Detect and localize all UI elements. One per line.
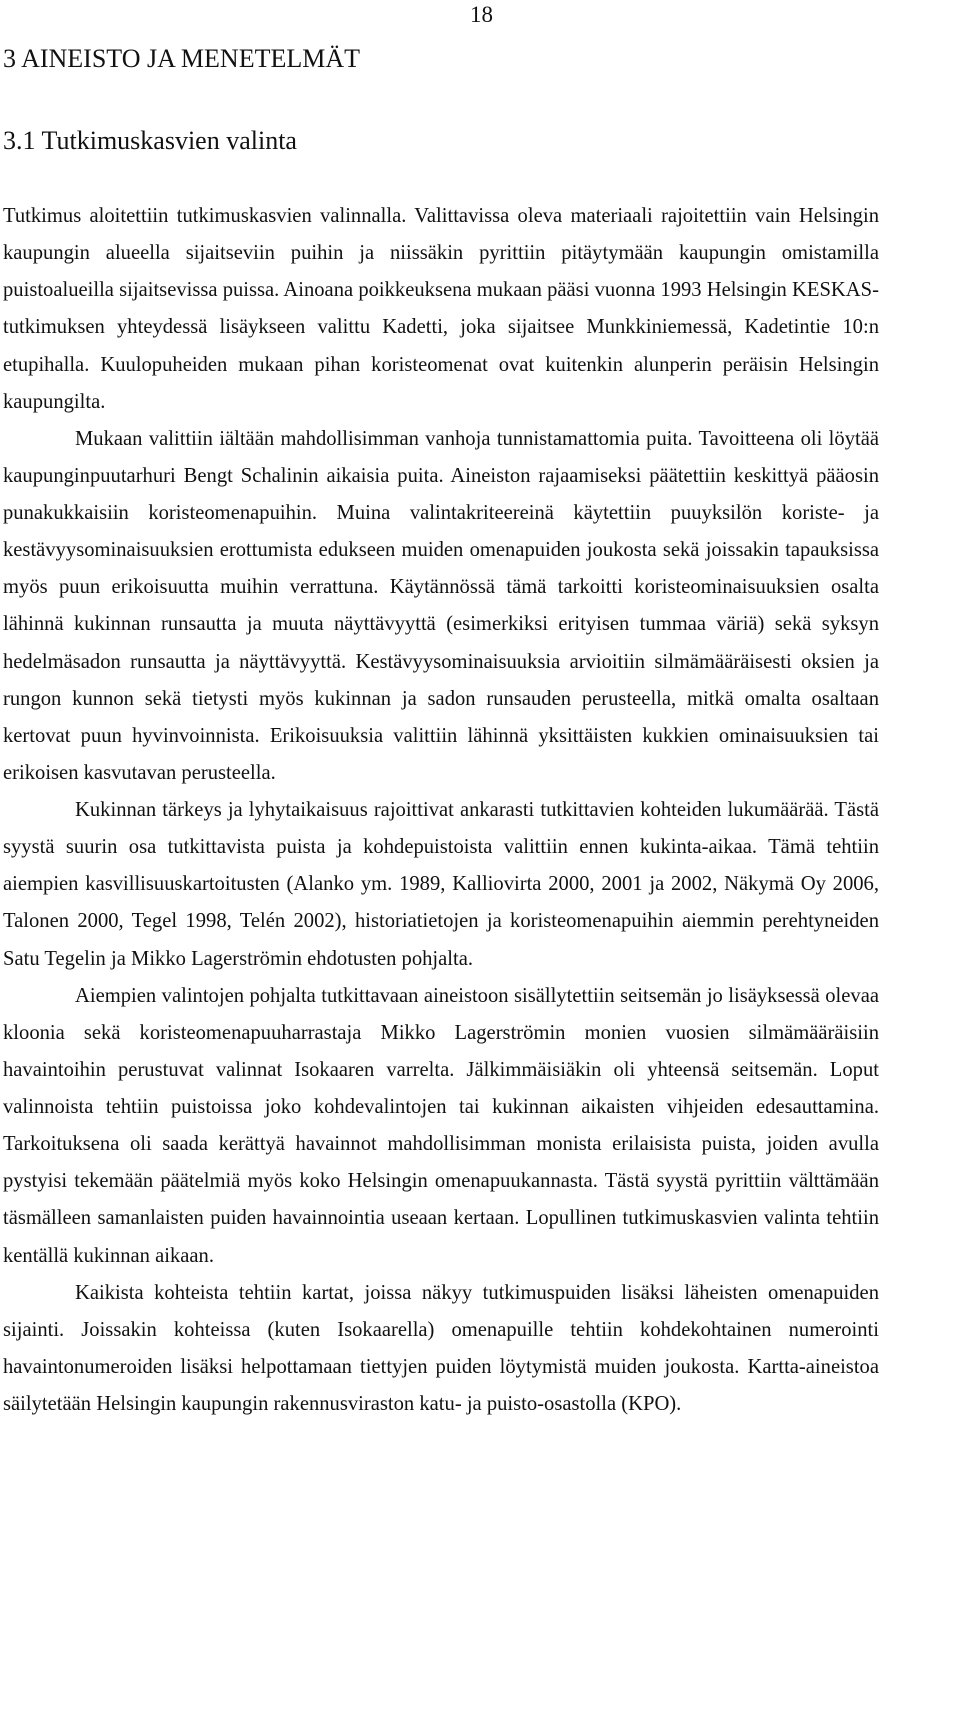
body-text bbox=[3, 198, 879, 1423]
section-heading: 3.1 Tutkimuskasvien valinta bbox=[3, 126, 297, 155]
paragraph-5: Kaikista kohteista tehtiin kartat, joissa näkyy tutkimuspuiden lisäksi läheisten omenapuiden sijainti. Joissakin kohteissa (kuten Isokaarella) omenapuille tehtiin kohdekohtainen numerointi havaintonumeroiden lisäksi helpottamaan tiettyjen puiden löytymistä muiden joukosta. Kartta-aineistoa säilytetään Helsingin kaupungin rakennusviraston katu- ja puisto-osastolla (KPO). bbox=[3, 1281, 879, 1415]
paragraph-3: Kukinnan tärkeys ja lyhytaikaisuus rajoittivat ankarasti tutkittavien kohteiden lukumäärää. Tästä syystä suurin osa tutkittavista puista ja kohdepuistoista valittiin ennen kukinta-aikaa. Tämä tehtiin aiempien kasvillisuuskartoitusten (Alanko ym. 1989, Kalliovirta 2000, 2001 ja 2002, Näkymä Oy 2006, Talonen 2000, Tegel 1998, Telén 2002), historiatietojen ja koristeomenapuihin aiemmin perehtyneiden Satu Tegelin ja Mikko Lagerströmin ehdotusten pohjalta. bbox=[3, 799, 879, 970]
paragraph-1: Tutkimus aloitettiin tutkimuskasvien valinnalla. Valittavissa oleva materiaali rajoitettiin vain Helsingin kaupungin alueella sijaitseviin puihin ja niissäkin pyrittiin pitäytymään kaupungin omistamilla puistoalueilla sijaitsevissa puissa. Ainoana poikkeuksena mukaan pääsi vuonna 1993 Helsingin KESKAS-tutkimuksen yhteydessä lisäykseen valittu Kadetti, joka sijaitsee Munkkiniemessä, Kadetintie 10:n etupihalla. Kuulopuheiden mukaan pihan koristeomenat ovat kuitenkin alunperin peräisin Helsingin kaupungilta. bbox=[3, 205, 879, 413]
page-number: 18 bbox=[470, 2, 493, 27]
chapter-heading: 3 AINEISTO JA MENETELMÄT bbox=[3, 44, 361, 73]
paragraph-4: Aiempien valintojen pohjalta tutkittavaan aineistoon sisällytettiin seitsemän jo lisäyksessä olevaa kloonia sekä koristeomenapuuharrastaja Mikko Lagerströmin monien vuosien silmämääräisiin havaintoihin perustuvat valinnat Isokaaren varrelta. Jälkimmäisiäkin oli yhteensä seitsemän. Loput valinnoista tehtiin puistoissa joko kohdevalintojen tai kukinnan aikaisten vihjeiden edesauttamina. Tarkoituksena oli saada kerättyä havainnot mahdollisimman monista erilaisista puista, joiden avulla pystyisi tekemään päätelmiä myös koko Helsingin omenapuukannasta. Tästä syystä pyrittiin välttämään täsmälleen samanlaisten puiden havainnointia useaan kertaan. Lopullinen tutkimuskasvien valinta tehtiin kentällä kukinnan aikaan. bbox=[3, 984, 879, 1267]
paragraph-2: Mukaan valittiin iältään mahdollisimman vanhoja tunnistamattomia puita. Tavoitteena oli löytää kaupunginpuutarhuri Bengt Schalinin aikaisia puita. Aineiston rajaamiseksi päätettiin keskittyä pääosin punakukkaisiin koristeomenapuihin. Muina valintakriteereinä käytettiin puuyksilön koriste- ja kestävyysominaisuuksien erottumista edukseen muiden omenapuiden joukosta sekä joissakin tapauksissa myös puun erikoisuutta muihin verrattuna. Käytännössä tämä tarkoitti koristeominaisuuksien osalta lähinnä kukinnan runsautta ja muuta näyttävyyttä (esimerkiksi erityisen tummaa väriä) sekä syksyn hedelmäsadon runsautta ja näyttävyyttä. Kestävyysominaisuuksia arvioitiin silmämääräisesti oksien ja rungon kunnon sekä tietysti myös kukinnan ja sadon runsauden perusteella, mitkä omalta osaltaan kertovat puun hyvinvoinnista. Erikoisuuksia valittiin lähinnä yksittäisten kukkien ominaisuuksien tai erikoisen kasvutavan perusteella. bbox=[3, 427, 879, 784]
